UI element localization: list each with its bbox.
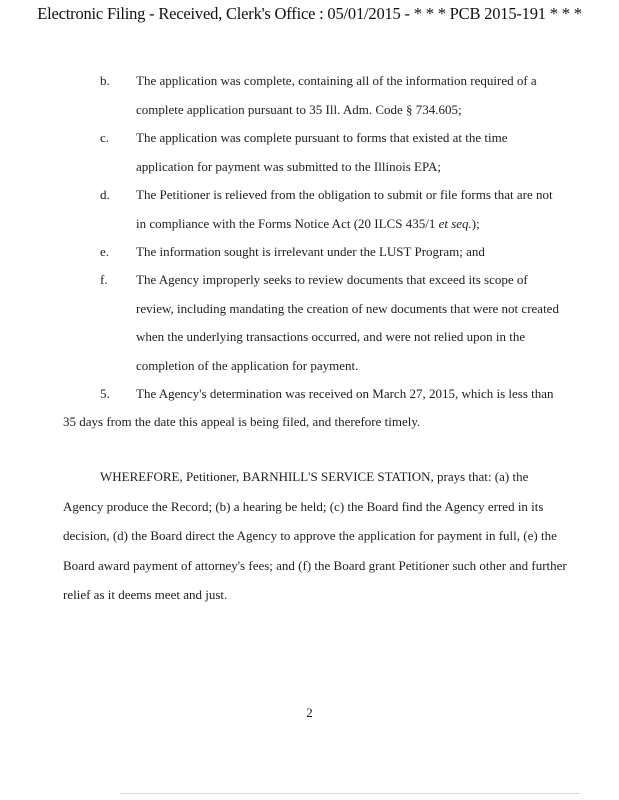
item-label: e. (100, 244, 110, 259)
item-label: c. (100, 130, 110, 145)
scan-artifact-divider (120, 793, 580, 794)
item-text: The Agency improperly seeks to review documents that exceed its scope of review, including mandating the creation of new documents that were not created when the underlying transactions occurred, and were not relied upon in the completion of the application for payment. (136, 272, 559, 373)
wherefore-paragraph: WHEREFORE, Petitioner, BARNHILL'S SERVICE STATION, prays that: (a) the Agency produce the Record; (b) a hearing be held; (c) the Board find the Agency erred in its decision, (d) the Board direct the Agency to approve the application for payment in full, (e) the Board award payment of attorney's fees; and (f) the Board grant Petitioner such other and further relief as it deems meet and just. (63, 469, 567, 602)
paragraph-number: 5. (100, 386, 110, 401)
paragraph-5: 5. The Agency's determination was received on March 27, 2015, which is less than 35 days from the date this appeal is being filed, and therefore timely. (63, 380, 543, 436)
item-label: b. (100, 73, 110, 88)
item-text: The Petitioner is relieved from the obligation to submit or file forms that are not in compliance with the Forms Notice Act (20 ILCS 435/1 et seq.); (136, 187, 553, 231)
item-text: The information sought is irrelevant under the LUST Program; and (136, 244, 485, 259)
item-label: d. (100, 187, 110, 202)
item-text: The application was complete pursuant to forms that existed at the time application for payment was submitted to the Illinois EPA; (136, 130, 508, 174)
item-label: f. (100, 272, 108, 287)
filing-stamp-header: Electronic Filing - Received, Clerk's Office : 05/01/2015 - * * * PCB 2015-191 * * * (37, 4, 582, 23)
page-number: 2 (306, 705, 313, 720)
et-seq-citation: et seq. (438, 215, 472, 231)
item-text: The application was complete, containing all of the information required of a complete application pursuant to 35 Ill. Adm. Code § 734.605; (136, 73, 537, 117)
